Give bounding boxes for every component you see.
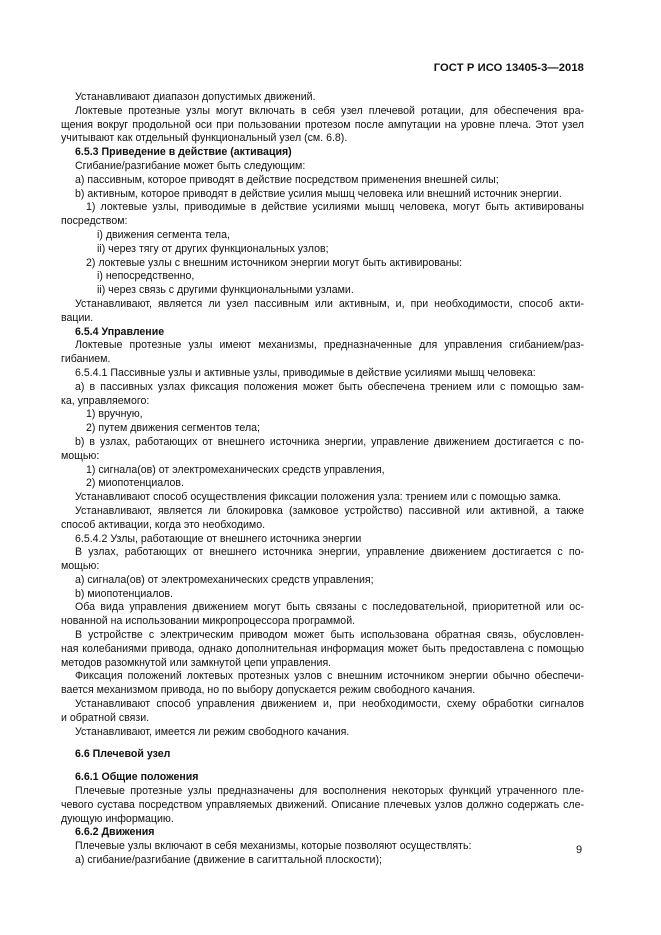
text-line: щения вокруг продольной оси при пользовании протезом после ампутации на уровне плеча. Этот узел [61, 118, 584, 131]
text-line: учитывают как отдельный функциональный узел (см. 6.8). [61, 132, 348, 145]
text-line: мощью: [61, 560, 100, 573]
text-line: i) движения сегмента тела, [97, 228, 230, 241]
text-line: методов разомкнутой или замкнутой цепи управления. [61, 656, 332, 669]
text-line: Локтевые протезные узлы имеют механизмы, предназначенные для управления сгибанием/раз- [75, 339, 584, 352]
text-line: Устанавливают, является ли узел пассивным или активным, и, при необходимости, способ акти- [75, 297, 584, 310]
text-line: Устанавливают диапазон допустимых движений. [75, 91, 316, 103]
text-line: Оба вида управления движением могут быть связаны с последовательной, приоритетной или ос- [75, 601, 584, 614]
text-line: и обратной связи. [61, 711, 150, 724]
text-line: чевого сустава посредством управляемых движений. Описание плечевых узлов должно содержать сле- [61, 798, 584, 811]
section-heading: 6.6 Плечевой узел [75, 748, 171, 761]
text-line: нованной на использовании микропроцессора программой. [61, 615, 356, 628]
text-line: вается механизмом привода, но по выбору допускается режим свободного качания. [61, 684, 476, 697]
text-line: мощью: [61, 449, 100, 462]
text-line: ii) через тягу от других функциональных узлов; [97, 242, 329, 255]
section-heading: 6.5.4 Управление [75, 325, 165, 338]
text-line: b) в узлах, работающих от внешнего источника энергии, управление движением достигается с по- [75, 435, 584, 448]
text-line: 6.5.4.2 Узлы, работающие от внешнего источника энергии [75, 532, 362, 545]
text-line: i) непосредственно, [97, 270, 195, 283]
text-line: b) активным, которое приводят в действие усилия мышц человека или внешний источник энергии. [75, 187, 562, 200]
text-line: Устанавливают, является ли блокировка (замковое устройство) пассивной или активной, а также [75, 504, 584, 517]
document-body [61, 91, 584, 868]
text-line: Устанавливают способ управления движением и, при необходимости, схему обработки сигналов [75, 698, 584, 711]
text-line: способ активации, когда это необходимо. [61, 518, 266, 531]
text-line: а) пассивным, которое приводят в действие посредством применения внешней силы; [75, 173, 499, 186]
text-line: Плечевые узлы включают в себя механизмы, которые позволяют осуществлять: [75, 840, 472, 853]
text-line: 2) локтевые узлы с внешним источником энергии могут быть активированы: [86, 256, 463, 269]
text-line: 1) локтевые узлы, приводимые в действие усилиями мышц человека, могут быть активированы [86, 201, 584, 214]
text-line: а) в пассивных узлах фиксация положения может быть обеспечена трением или с помощью зам- [75, 380, 584, 393]
text-line: 1) вручную, [86, 408, 143, 421]
paragraph-gap [61, 739, 584, 748]
paragraph-gap [61, 762, 584, 771]
text-line: Сгибание/разгибание может быть следующим: [75, 159, 306, 172]
text-line: а) сигнала(ов) от электромеханических средств управления; [75, 573, 374, 586]
text-line: ка, управляемого: [61, 394, 150, 407]
text-line: Устанавливают способ осуществления фиксации положения узла: трением или с помощью замка. [75, 491, 562, 504]
text-line: 6.5.4.1 Пассивные узлы и активные узлы, приводимые в действие усилиями мышц человека: [75, 366, 536, 379]
page-number: 9 [576, 844, 583, 856]
text-line: 2) путем движения сегментов тела; [86, 422, 260, 435]
document-header: ГОСТ Р ИСО 13405-3—2018 [433, 62, 584, 74]
text-line: В узлах, работающих от внешнего источника энергии, управление движением достигается с по- [75, 546, 584, 559]
section-heading: 6.6.1 Общие положения [75, 771, 199, 784]
text-line: ная колебаниями привода, однако дополнительная информация может быть предоставлена с помощью [61, 642, 584, 655]
section-heading: 6.5.3 Приведение в действие (активация) [75, 146, 292, 159]
text-line: вации. [61, 311, 94, 324]
text-line: Плечевые протезные узлы предназначены для восполнения некоторых функций утраченного пле- [75, 785, 584, 798]
text-line: Локтевые протезные узлы могут включать в себя узел плечевой ротации, для обеспечения вра- [75, 104, 584, 117]
text-line: 2) миопотенциалов. [86, 477, 184, 490]
text-line: b) миопотенциалов. [75, 587, 173, 600]
text-line: В устройстве с электрическим приводом может быть использована обратная связь, обусловлен- [75, 629, 584, 642]
text-line: гибанием. [61, 353, 111, 366]
text-line: а) сгибание/разгибание (движение в сагиттальной плоскости); [75, 854, 382, 867]
section-heading: 6.6.2 Движения [75, 826, 155, 839]
text-line: Устанавливают, имеется ли режим свободного качания. [75, 725, 350, 738]
text-line: Фиксация положений локтевых протезных узлов с внешним источником энергии обычно обеспечи- [75, 670, 584, 683]
text-line: 1) сигнала(ов) от электромеханических средств управления, [86, 463, 385, 476]
text-line: дующую информацию. [61, 812, 174, 825]
text-line: ii) через связь с другими функциональными узлами. [97, 284, 354, 297]
text-line: посредством: [61, 215, 128, 228]
